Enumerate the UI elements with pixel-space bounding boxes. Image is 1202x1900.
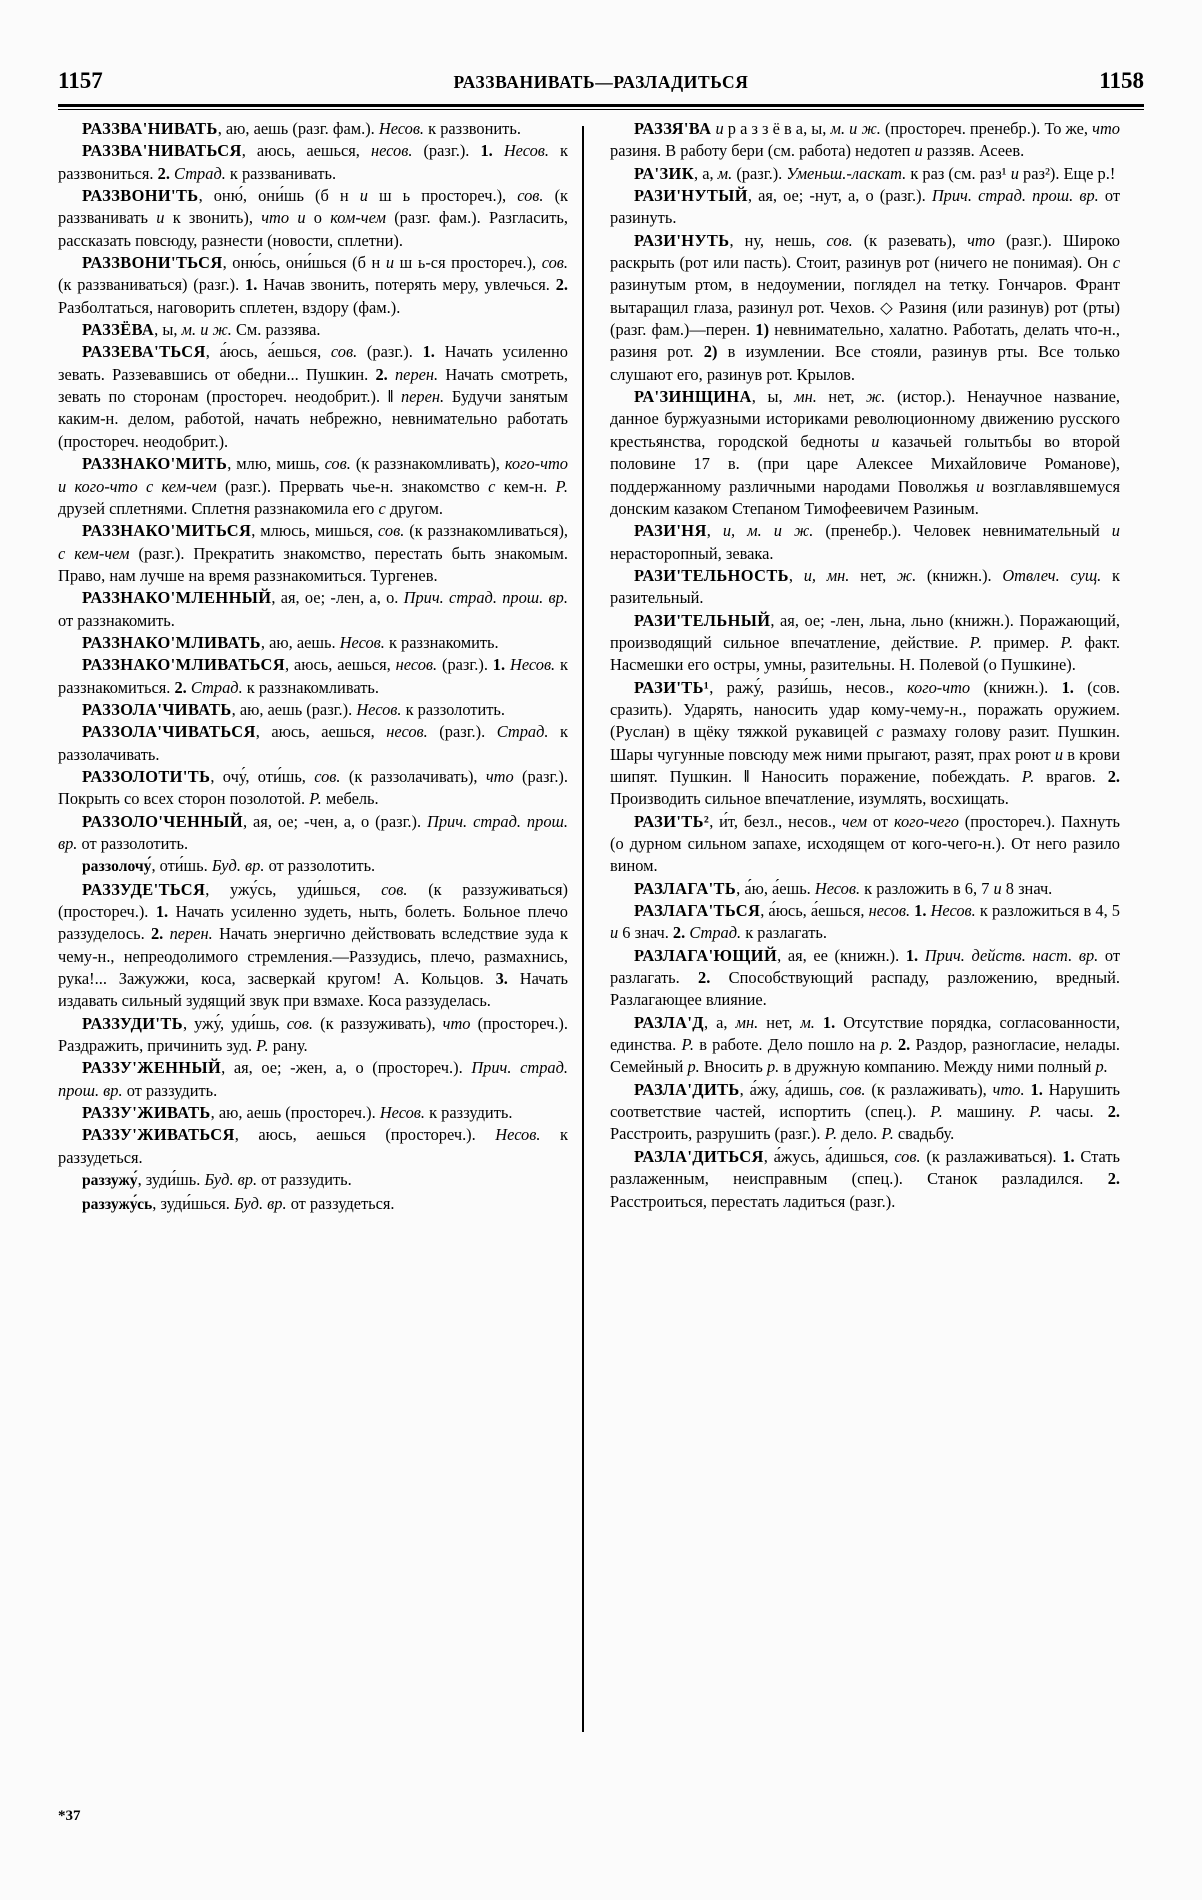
dictionary-entry	[610, 900, 1120, 945]
entry-definition: , а, мн. нет, м. 1. Отсутствие порядка, согласованности, единства. Р. в работе. Дело пошло на р. 2. Раздор, разногласие, нелады. Семейный р. Вносить р. в дружную компанию. Между ними полный р.	[610, 1012, 1120, 1077]
entry-headword: РАЗЗУ'ЖИВАТЬ	[82, 1103, 211, 1123]
entry-headword: РАЗЗУДЕ'ТЬСЯ	[82, 879, 206, 899]
entry-definition: , аюсь, аешься, несов. (разг.). Страд. к раззолачивать.	[58, 722, 568, 764]
dictionary-entry	[58, 319, 568, 341]
entry-headword: РАЗИ'ТЕЛЬНЫЙ	[634, 610, 771, 630]
entry-headword: РАЗЛА'Д	[634, 1012, 704, 1032]
entry-definition: , аюсь, аешься, несов. (разг.). 1. Несов. к раззвониться. 2. Страд. к раззванивать.	[58, 141, 568, 183]
dictionary-entry	[610, 878, 1120, 900]
entry-headword: РАЗЛАГА'ТЬСЯ	[634, 901, 761, 921]
dictionary-entry	[58, 453, 568, 520]
right-column	[584, 118, 1120, 1778]
dictionary-entry	[58, 520, 568, 587]
rule-thin	[58, 109, 1144, 110]
dictionary-entry	[610, 1146, 1120, 1213]
entry-definition: и р а з з ё в а, ы, м. и ж. (простореч. пренебр.). То же, что разиня. В работу бери (см. работа) недотеп и раззяв. Асеев.	[610, 119, 1120, 161]
dictionary-entry	[610, 610, 1120, 677]
dictionary-entry	[610, 1079, 1120, 1146]
entry-definition: , ая, ое; -лен, льна, льно (книжн.). Поражающий, производящий сильное впечатление, действие. Р. пример. Р. факт. Насмешки его остры, умны, разительны. Н. Полевой (о Пушкине).	[610, 610, 1121, 675]
dictionary-entry	[58, 1057, 568, 1102]
dictionary-entry	[610, 945, 1120, 1012]
dictionary-entry	[58, 587, 568, 632]
dictionary-entry	[610, 386, 1120, 520]
signature-mark: *37	[58, 1808, 81, 1824]
rule-thick	[58, 104, 1144, 107]
entry-definition: , ая, ое; -жен, а, о (простореч.). Прич. страд. прош. вр. от раззудить.	[58, 1058, 568, 1100]
entry-headword: РАЗЛА'ДИТЬ	[634, 1079, 740, 1099]
dictionary-entry	[58, 855, 568, 878]
entry-headword: РАЗЗЯ'ВА	[634, 119, 712, 138]
entry-definition: , ая, ое; -чен, а, о (разг.). Прич. страд. прош. вр. от раззолотить.	[58, 811, 568, 853]
entry-definition: , зуди́шься. Буд. вр. от раззудеться.	[152, 1193, 395, 1213]
dictionary-entry	[58, 1169, 568, 1192]
page-header	[58, 68, 1144, 102]
dictionary-entry	[610, 1012, 1120, 1079]
entry-headword: раззужу́	[82, 1172, 138, 1190]
dictionary-entry	[58, 118, 568, 140]
dictionary-entry	[58, 252, 568, 319]
dictionary-entry	[610, 565, 1120, 610]
entry-definition: , аюсь, аешься, несов. (разг.). 1. Несов. к раззнакомиться. 2. Страд. к раззнакомливать.	[58, 655, 568, 697]
dictionary-entry	[610, 118, 1120, 163]
entry-definition: , очу́, оти́шь, сов. (к раззолачивать), что (разг.). Покрыть со всех сторон позолотой. Р. мебель.	[58, 766, 568, 809]
dictionary-entry	[58, 1102, 568, 1124]
entry-headword: РАЗЗВОНИ'ТЬ	[82, 186, 199, 206]
entry-headword: РАЗЗНАКО'МЛИВАТЬСЯ	[82, 655, 285, 675]
header-rule	[58, 104, 1144, 110]
entry-definition: , аю, аешь (разг.). Несов. к раззолотить.	[231, 699, 505, 719]
entry-definition: , аю, аешь (простореч.). Несов. к раззудить.	[210, 1103, 513, 1123]
entry-headword: РАЗЗВА'НИВАТЬСЯ	[82, 141, 242, 161]
dictionary-entry	[58, 811, 568, 856]
entry-headword: РАЗЗОЛА'ЧИВАТЬСЯ	[82, 722, 256, 742]
entry-definition: , и, м. и ж. (пренебр.). Человек невнимательный и нерасторопный, зевака.	[610, 521, 1120, 563]
entry-definition: , зуди́шь. Буд. вр. от раззудить.	[137, 1170, 352, 1190]
dictionary-entry	[58, 654, 568, 699]
entry-headword: раззужу́сь	[82, 1195, 153, 1213]
entry-headword: РАЗЗНАКО'МЛЕННЫЙ	[82, 588, 272, 608]
dictionary-entry	[610, 163, 1120, 185]
entry-headword: РАЗИ'НУТЬ	[634, 230, 730, 250]
dictionary-entry	[610, 811, 1120, 878]
entry-headword: РАЗЗНАКО'МИТЬ	[82, 454, 228, 474]
entry-headword: РА'ЗИК	[634, 163, 694, 183]
entry-definition: , а́юсь, а́ешься, сов. (разг.). 1. Начать усиленно зевать. Раззевавшись от обедни... Пушкин. 2. перен. Начать смотреть, зевать по сторонам (простореч. неодобрит.). ‖ перен. Будучи занятым каким-н. делом, работой, начать небрежно, невнимательно работать (простореч. неодобрит.).	[58, 342, 568, 451]
entry-definition: , млюсь, мишься, сов. (к раззнакомливаться), с кем-чем (разг.). Прекратить знакомство, перестать быть знакомым. Право, нам лучше на время раззнакомиться. Тургенев.	[58, 521, 568, 585]
entry-headword: РАЗЗУ'ЖЕННЫЙ	[82, 1058, 222, 1078]
entry-headword: РАЗИ'НЯ	[634, 521, 707, 541]
dictionary-entry	[610, 230, 1120, 386]
entry-definition: , ы, м. и ж. См. раззява.	[154, 320, 321, 340]
entry-headword: РАЗЗЁВА	[82, 320, 155, 340]
entry-headword: РАЗЗОЛО'ЧЕННЫЙ	[82, 811, 243, 831]
dictionary-entry	[58, 879, 568, 1013]
entry-definition: , оню́сь, они́шься (б н и ш ь-ся простореч.), сов. (к раззваниваться) (разг.). 1. Начав звонить, потерять меру, увлечься. 2. Разболтаться, наговорить сплетен, вздору (фам.).	[58, 253, 569, 317]
entry-headword: РАЗЗОЛА'ЧИВАТЬ	[82, 699, 232, 719]
entry-headword: РАЗЗНАКО'МЛИВАТЬ	[82, 632, 261, 652]
entry-definition: , а́жу, а́дишь, сов. (к разлаживать), что. 1. Нарушить соответствие частей, испортить (спец.). Р. машину. Р. часы. 2. Расстроить, разрушить (разг.). Р. дело. Р. свадьбу.	[610, 1079, 1120, 1144]
folio-right: 1158	[1099, 68, 1144, 93]
entry-headword: РАЗЗВОНИ'ТЬСЯ	[82, 253, 223, 273]
entry-headword: РАЗЗВА'НИВАТЬ	[82, 119, 218, 138]
entry-headword: РАЗЛАГА'ТЬ	[634, 878, 737, 898]
running-head: РАЗЗВАНИВАТЬ—РАЗЛАДИТЬСЯ	[453, 72, 749, 92]
entry-definition: , ая, ее (книжн.). 1. Прич. действ. наст. вр. от разлагать. 2. Способствующий распаду, разложению, вредный. Разлагающее влияние.	[610, 945, 1121, 1010]
dictionary-entry	[58, 1124, 568, 1169]
entry-headword: РАЗЛАГА'ЮЩИЙ	[634, 945, 778, 965]
entry-headword: раззолочу́	[82, 858, 152, 876]
entry-definition: , млю, мишь, сов. (к раззнакомливать), кого-что и кого-что с кем-чем (разг.). Прервать чье-н. знакомство с кем-н. Р. друзей сплетнями. Сплетня раззнакомила его с другом.	[58, 454, 568, 518]
dictionary-entry	[58, 721, 568, 766]
entry-definition: , аю, аешь. Несов. к раззнакомить.	[260, 632, 499, 652]
entry-headword: РАЗЗНАКО'МИТЬСЯ	[82, 521, 252, 541]
dictionary-entry	[58, 341, 568, 453]
entry-definition: , ужу́, уди́шь, сов. (к раззуживать), что (простореч.). Раздражить, причинить зуд. Р. рану.	[58, 1013, 568, 1056]
entry-definition: , и, мн. нет, ж. (книжн.). Отвлеч. сущ. к разительный.	[610, 565, 1120, 608]
left-column	[58, 118, 582, 1778]
entry-definition: , ражу́, рази́шь, несов., кого-что (книжн.). 1. (сов. сразить). Ударять, наносить удар кому-чему-н., поражать оружием. (Руслан) в щёку тяжкой рукавицей с размаху голову разит. Пушкин. Шары чугунные повсюду меж ними прыгают, разят, прах роют и в крови шипят. Пушкин. ‖ Наносить поражение, побеждать. Р. врагов. 2. Производить сильное впечатление, изумлять, восхищать.	[610, 677, 1120, 809]
dictionary-entry	[58, 140, 568, 185]
dictionary-entry	[58, 185, 568, 252]
entry-headword: РАЗЛА'ДИТЬСЯ	[634, 1146, 764, 1166]
dictionary-entry	[58, 699, 568, 721]
dictionary-entry	[58, 1193, 568, 1216]
entry-headword: РАЗЗЕВА'ТЬСЯ	[82, 342, 206, 362]
entry-headword: РАЗИ'ТЬ¹	[634, 677, 710, 697]
entry-definition: , и́т, безл., несов., чем от кого-чего (простореч.). Пахнуть (о дурном сильном запахе, исходящем от кого-чего-н.). От него разило вином.	[610, 811, 1120, 876]
entry-definition: , а́юсь, а́ешься, несов. 1. Несов. к разложиться в 4, 5 и 6 знач. 2. Страд. к разлагать.	[610, 901, 1120, 943]
entry-headword: РАЗЗУ'ЖИВАТЬСЯ	[82, 1125, 235, 1145]
entry-headword: РАЗЗОЛОТИ'ТЬ	[82, 766, 211, 786]
entry-definition: , оню́, они́шь (б н и ш ь простореч.), сов. (к раззванивать и к звонить), что и о ком-чем (разг. фам.). Разгласить, рассказать повсюду, разнести (новости, сплетни).	[58, 186, 568, 250]
entry-definition: , ы, мн. нет, ж. (истор.). Ненаучное название, данное буржуазными историками революционному движению русского крестьянства, городской бедноты и казачьей голытьбы во второй половине 17 в. (при царе Алексее Михайловиче Романове), поддержанному различными народами Поволжья и возглавлявшемуся донским казаком Степаном Тимофеевичем Разиным.	[610, 387, 1121, 518]
entry-definition: , ужу́сь, уди́шься, сов. (к раззуживаться) (простореч.). 1. Начать усиленно зудеть, ныть, болеть. Больное плечо раззуделось. 2. перен. Начать энергично действовать вследствие зуда к чему-н., непреодолимого стремления.—Раззудись, плечо, размахнись, рука!... Зажужжи, коса, засверкай кругом! А. Кольцов. 3. Начать издавать сильный зудящий звук при взмахе. Коса раззуделась.	[58, 879, 568, 1011]
dictionary-entry	[58, 1013, 568, 1058]
entry-headword: РАЗИ'НУТЫЙ	[634, 186, 748, 206]
entry-headword: РА'ЗИНЩИНА	[634, 387, 752, 407]
entry-headword: РАЗИ'ТЕЛЬНОСТЬ	[634, 565, 789, 585]
entry-definition: , оти́шь. Буд. вр. от раззолотить.	[151, 856, 376, 876]
entry-definition: , аюсь, аешься (простореч.). Несов. к раззудеться.	[58, 1125, 568, 1167]
entry-definition: , а, м. (разг.). Уменьш.-ласкат. к раз (см. раз¹ и раз²). Еще р.!	[694, 163, 1116, 183]
entry-definition: , аю, аешь (разг. фам.). Несов. к раззвонить.	[217, 119, 521, 138]
entry-headword: РАЗЗУДИ'ТЬ	[82, 1013, 183, 1033]
entry-definition: , ая, ое; -нут, а, о (разг.). Прич. страд. прош. вр. от разинуть.	[610, 186, 1121, 228]
dictionary-entry	[58, 766, 568, 811]
entry-definition: , ну, нешь, сов. (к разевать), что (разг.). Широко раскрыть (рот или пасть). Стоит, разинув рот (ничего не понимая). Он с разинутым ртом, в недоумении, поглядел на тетку. Гончаров. Франт вытаращил глаза, разинул рот. Чехов. ◇ Разиня (или разинув) рот (рты) (разг. фам.)—перен. 1) невнимательно, халатно. Работать, делать что-н., разиня рот. 2) в изумлении. Все стояли, разинув рты. Все только слушают его, разинув рот. Крылов.	[610, 230, 1121, 384]
dictionary-entry	[610, 520, 1120, 565]
entry-definition: , а́ю, а́ешь. Несов. к разложить в 6, 7 и 8 знач.	[736, 878, 1053, 898]
dictionary-entry	[610, 185, 1120, 230]
entry-headword: РАЗИ'ТЬ²	[634, 811, 710, 831]
columns-container	[58, 118, 1144, 1778]
entry-definition: , а́жусь, а́дишься, сов. (к разлаживаться). 1. Стать разлаженным, неисправным (спец.). Станок разладился. 2. Расстроиться, перестать ладиться (разг.).	[610, 1146, 1121, 1211]
dictionary-entry	[610, 677, 1120, 811]
dictionary-entry	[58, 632, 568, 654]
entry-definition: , ая, ое; -лен, а, о. Прич. страд. прош. вр. от раззнакомить.	[58, 588, 568, 630]
folio-left: 1157	[58, 68, 103, 93]
